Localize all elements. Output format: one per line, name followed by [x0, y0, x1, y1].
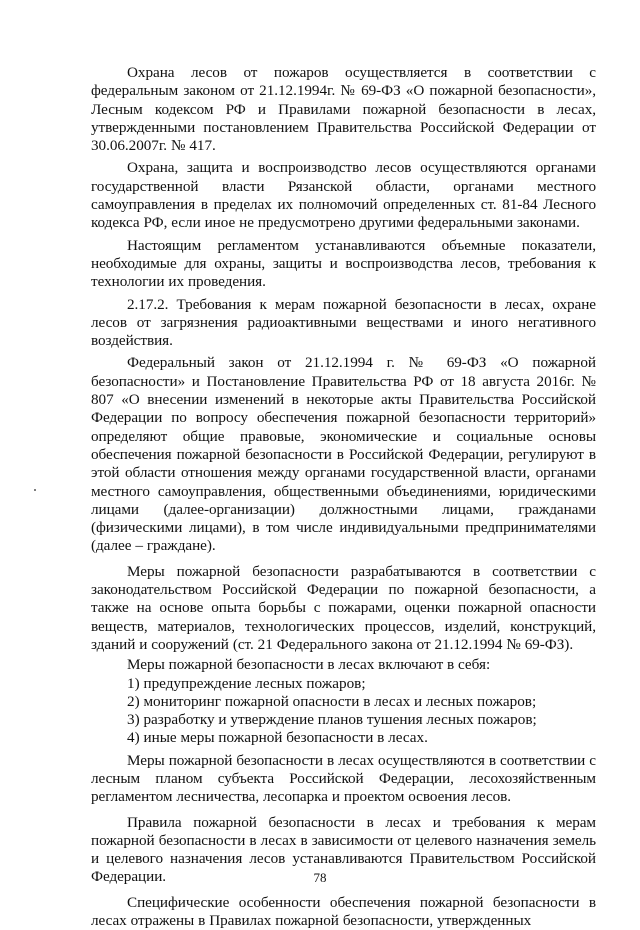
- paragraph-specific-features: Специфические особенности обеспечения пожарной безопасности в лесах отражены в Правилах пожарной безопасности, утвержденных: [91, 893, 596, 930]
- paragraph-protection-authorities: Охрана, защита и воспроизводство лесов осуществляются органами государственной власти Рязанской области, органами местного самоуправления в пределах их полномочий определенных ст. 81-84 Лесного кодекса РФ, если иное не предусмотрено другими федеральными законами.: [91, 159, 596, 232]
- paragraph-forest-plan: Меры пожарной безопасности в лесах осуществляются в соответствии с лесным планом субъекта Российской Федерации, лесохозяйственным регламентом лесничества, лесопарка и проектом освоения лесов.: [91, 751, 596, 806]
- list-intro: Меры пожарной безопасности в лесах включают в себя:: [127, 656, 491, 674]
- list-item: 3) разработку и утверждение планов тушения лесных пожаров;: [127, 711, 537, 729]
- list-item: 2) мониторинг пожарной опасности в лесах и лесных пожаров;: [127, 692, 537, 710]
- paragraph-regulation-indicators: Настоящим регламентом устанавливаются объемные показатели, необходимые для охраны, защиты и воспроизводства лесов, требования к технологии их проведения.: [91, 236, 596, 291]
- section-heading-2-17-2: 2.17.2. Требования к мерам пожарной безопасности в лесах, охране лесов от загрязнения радиоактивными веществами и иного негативного воздействия.: [91, 295, 596, 350]
- paragraph-fire-safety-measures: Меры пожарной безопасности разрабатываются в соответствии с законодательством Российской Федерации по пожарной безопасности, а также на основе опыта борьбы с пожарами, оценки пожарной опасности веществ, материалов, технологических процессов, изделий, конструкций, зданий и сооружений (ст. 21 Федерального закона от 21.12.1994 № 69-ФЗ).: [91, 562, 596, 653]
- paragraph-federal-law: Федеральный закон от 21.12.1994 г. № 69-ФЗ «О пожарной безопасности» и Постановление Правительства РФ от 18 августа 2016г. № 807 «О внесении изменений в некоторые акты Правительства Российской Федерации по вопросу обеспечения пожарной безопасности территорий» определяют общие правовые, экономические и социальные основы обеспечения пожарной безопасности в Российской Федерации, регулируют в этой области отношения между органами государственной власти, органами местного самоуправления, общественными объединениями, юридическими лицами (далее-организации) должностными лицами, гражданами (физическими лицами), в том числе индивидуальными предпринимателями (далее – граждане).: [91, 354, 596, 555]
- measures-list: [91, 675, 596, 748]
- scan-speck: [34, 489, 36, 491]
- paragraph-forest-fire-protection: Охрана лесов от пожаров осуществляется в соответствии с федеральным законом от 21.12.1994г. № 69-ФЗ «О пожарной безопасности», Лесным кодексом РФ и Правилами пожарной безопасности в лесах, утвержденными постановлением Правительства Российской Федерации от 30.06.2007г. № 417.: [91, 64, 596, 155]
- paragraph-rules-and-requirements: Правила пожарной безопасности в лесах и требования к мерам пожарной безопасности в лесах в зависимости от целевого назначения земель и целевого назначения лесов устанавливаются Правительством Российской Федерации.: [91, 813, 596, 886]
- list-item: 4) иные меры пожарной безопасности в лесах.: [127, 729, 428, 747]
- page-number: 78: [313, 870, 327, 885]
- list-item: 1) предупреждение лесных пожаров;: [127, 674, 366, 692]
- page-body: [91, 64, 596, 930]
